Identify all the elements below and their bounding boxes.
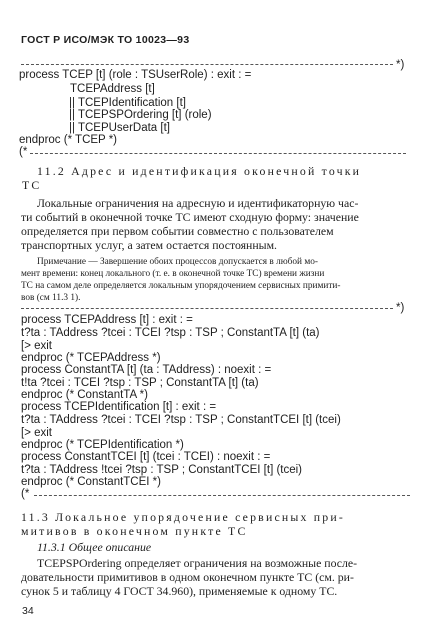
note-line: вов (см 11.3 1). xyxy=(21,293,81,303)
code-line: endproc (* ConstantTCEI *) xyxy=(21,476,161,488)
comment-start-marker: (* xyxy=(21,488,30,500)
code-line: t?ta : TAddress !tcei ?tsp : TSP ; ConstantTCEI [t] (tcei) xyxy=(21,464,303,476)
comment-end-marker: *) xyxy=(396,59,405,71)
code-line: endproc (* TCEPAddress *) xyxy=(21,352,161,364)
code-line: endproc (* TCEPIdentification *) xyxy=(21,439,184,451)
paragraph-line: определяется при первом событии совместно с пользователем xyxy=(21,224,334,238)
divider-top-1 xyxy=(21,64,393,65)
code-line: || TCEPSPOrdering [t] (role) xyxy=(69,109,212,121)
note-line: ТС на самом деле определяется локальным упорядочением сервисных примити- xyxy=(21,281,341,291)
code-line: || TCEPUserData [t] xyxy=(69,122,170,134)
comment-end-marker: *) xyxy=(396,302,405,314)
code-line: process TCEPAddress [t] : exit : = xyxy=(21,314,193,326)
code-line: || TCEPIdentification [t] xyxy=(69,97,186,109)
divider-top-2 xyxy=(21,308,393,309)
paragraph-line: довательности примитивов в одном оконечном пункте ТС (см. ри- xyxy=(21,570,354,584)
code-line: t!ta ?tcei : TCEI ?tsp : TSP ; ConstantTA [t] (ta) xyxy=(21,377,259,389)
code-line: process ConstantTCEI [t] (tcei : TCEI) : noexit : = xyxy=(21,451,271,463)
note-line: Примечание — Завершение обоих процессов допускается в любой мо- xyxy=(37,257,318,267)
paragraph-line: Локальные ограничения на адресную и идентификаторную час- xyxy=(37,196,359,210)
note-line: мент времени: конец локального (т. е. в оконечной точке ТС) времени жизни xyxy=(21,269,325,279)
code-line: process TCEPIdentification [t] : exit : = xyxy=(21,401,217,413)
code-line: process TCEP [t] (role : TSUserRole) : exit : = xyxy=(19,69,252,81)
paragraph-line: сунок 5 и таблицу 4 ГОСТ 34.960), применяемые к одному ТС. xyxy=(21,584,338,598)
comment-start-marker: (* xyxy=(19,146,28,158)
paragraph-line: TCEPSPOrdering определяет ограничения на возможные после- xyxy=(37,556,358,570)
code-line: process ConstantTA [t] (ta : TAddress) : noexit : = xyxy=(21,364,272,376)
code-line: [> exit xyxy=(21,427,53,439)
section-heading: ТС xyxy=(22,178,42,192)
paragraph-line: транспортных услуг, а затем остается постоянным. xyxy=(21,238,278,252)
document-header: ГОСТ Р ИСО/МЭК ТО 10023—93 xyxy=(21,34,190,46)
code-line: endproc (* TCEP *) xyxy=(19,134,118,146)
subsection-heading: 11.3.1 Общее описание xyxy=(37,540,152,554)
page-number: 34 xyxy=(22,605,34,617)
code-line: [> exit xyxy=(21,340,53,352)
divider-bottom-1 xyxy=(30,153,406,154)
divider-bottom-2 xyxy=(34,495,410,496)
code-line: endproc (* ConstantTA *) xyxy=(21,389,148,401)
paragraph-line: ти событий в оконечной точке ТС имеют сходную форму: значение xyxy=(21,210,359,224)
code-line: TCEPAddress [t] xyxy=(70,83,155,95)
code-line: t?ta : TAddress ?tcei : TCEI ?tsp : TSP ; ConstantTCEI [t] (tcei) xyxy=(21,414,341,426)
section-heading: митивов в оконечном пункте ТС xyxy=(21,524,248,538)
section-heading: 11.2 Адрес и идентификация оконечной точки xyxy=(37,164,362,178)
section-heading: 11.3 Локальное упорядочение сервисных при- xyxy=(21,510,346,524)
code-line: t?ta : TAddress ?tcei : TCEI ?tsp : TSP ; ConstantTA [t] (ta) xyxy=(21,327,320,339)
